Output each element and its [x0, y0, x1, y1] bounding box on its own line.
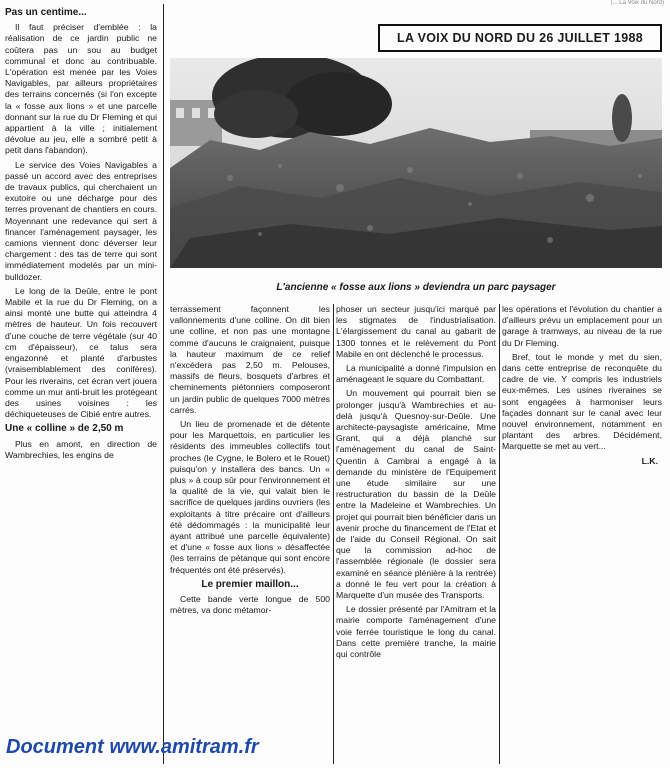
paragraph: Le dossier présenté par l'Amitram et la mairie comporte l'aménagement d'une voie ferrée touristique le long du canal. Dans cette première tranche, la mairie qui contrôle: [336, 604, 496, 660]
photo-caption: L'ancienne « fosse aux lions » deviendra un parc paysager: [276, 282, 556, 293]
paragraph: Plus en amont, en direction de Wambrechies, les engins de: [5, 438, 157, 460]
paragraph: Il faut préciser d'emblée : la réalisation de ce jardin public ne coûtera pas un sou au budget communal et donc au contribuable. L'opération est menée par les Voies Navigables, par ailleurs propriétaires des terrains concernés (si l'on excepte la « fosse aux lions » et une parcelle donnant sur la rue du Dr Fleming et qui appartient à la ville ; initialement dévolue au jeu, elle a sombré petit à petit dans l'abandon).: [5, 22, 157, 156]
source-footer: Document www.amitram.fr: [6, 736, 259, 758]
article-column-2: [170, 304, 330, 619]
paragraph: Un lieu de promenade et de détente pour les Marquettois, en particulier les résidents des immeubles collectifs tout proches (le Cygne, le Bolero et le Rouet) puisqu'on y installera des bancs. Un « plus » à coup sûr pour l'environnement et la qualité de la vie, qui valait bien le sacrifice de quelques jardins ouvriers (les exploitants à titre précaire ont d'ailleurs été dédommagés : la municipalité leur ayant attribué une parcelle équivalente) et d'une « fosse aux lions » désaffectée (les terrains de pétanque qui sont encore fréquentés ont été préservés).: [170, 419, 330, 575]
paragraph: La municipalité a donné l'impulsion en aménageant le square du Combattant.: [336, 363, 496, 385]
author-signature: L.K.: [641, 455, 658, 466]
article-column-3: [336, 304, 496, 663]
paragraph: terrassement façonnent les vallonnements d'une colline. On dit bien une colline, et non pas une montagne comme d'aucuns le craignaient, puisque la hauteur maximum de ce relief n'excédera pas 2,50 m. Pelouses, massifs de fleurs, bosquets d'arbres et cheminements piétonniers composeront un jardin public de quelques 7000 mètres carrés.: [170, 304, 330, 415]
section-heading: Le premier maillon...: [201, 578, 299, 590]
section-heading: Une « colline » de 2,50 m: [5, 423, 124, 435]
paragraph: Cette bande verte longue de 500 mètres, va donc métamor-: [170, 594, 330, 616]
column-divider: [499, 304, 500, 764]
article-column-1: [5, 4, 157, 464]
paragraph: les opérations et l'évolution du chantier a d'ailleurs prévu un emplacement pour un garage à tramways, au niveau de la rue du Dr Fleming.: [502, 304, 662, 348]
paragraph: Le service des Voies Navigables a passé un accord avec des entreprises de travaux publics, qui cherchaient un exutoire ou une décharge pour des terres provenant de chantiers en cours. Moyennant une redevance qui sert à financer l'aménagement paysager, les camions viennent donc déverser leur chargement : des tas de terre qui sont immédiatement modelés par un mini-bulldozer.: [5, 159, 157, 282]
section-heading: Pas un centime...: [5, 7, 87, 18]
masthead: LA VOIX DU NORD DU 26 JUILLET 1988: [378, 24, 662, 52]
paragraph: phoser un secteur jusqu'ici marqué par les stigmates de l'industrialisation. L'élargissement du canal au gabarit de 1300 tonnes et le relèvement du Pont Mabile en ont déclenché le processus.: [336, 304, 496, 359]
paragraph: Bref, tout le monde y met du sien, dans cette entreprise de reconquête du cadre de vie. Y compris les industriels eux-mêmes. Les usines riveraines se sont engagées à harmoniser leurs façades donnant sur le canal avec leur nouvel environnement, notamment en plantant des arbres. Décidément, Marquette se met au vert...: [502, 351, 662, 452]
paragraph: Un mouvement qui pourrait bien se prolonger jusqu'à Wambrechies et au-delà jusqu'à Quesnoy-sur-Deûle. Une architecte-paysagiste américaine, Mme Grant, qui a déjà planché sur l'aménagement du canal de Saint-Quentin à Cambrai a engagé à la demande du ministère de l'Equipement une étude similaire sur une restructuration du bassin de la Deûle entre la Madeleine et Wambrechies. Un projet qui pourrait bien bénéficier dans un avenir proche du financement de l'Etat et de l'aide du Conseil Régional. On sait que la commission ad-hoc de l'assemblée régionale (le dossier sera examiné en séance plénière à la rentrée) a donné le feu vert pour la création à Marquette d'un musée des Transports.: [336, 388, 496, 601]
top-note: (... La Voix du Nord): [610, 0, 664, 6]
site-photo: [170, 58, 662, 268]
earthworks-photo: [170, 58, 662, 268]
article-column-4: [502, 304, 662, 467]
column-divider: [163, 4, 164, 764]
paragraph: Le long de la Deûle, entre le pont Mabile et la rue du Dr Fleming, on a ainsi monté une butte qui atteindra 4 mètres de hauteur. Un fois recouvert d'une couche de terre végétale (sur 40 cm d'épaisseur), ce talus sera engazonné et planté d'arbustes (vraisemblablement des conifères). Pour les riverains, cet écran vert jouera comme un mur anti-bruit les protégeant des usines voisines : les déchiqueteuses de Cibié entre autres.: [5, 285, 157, 420]
column-divider: [333, 304, 334, 764]
